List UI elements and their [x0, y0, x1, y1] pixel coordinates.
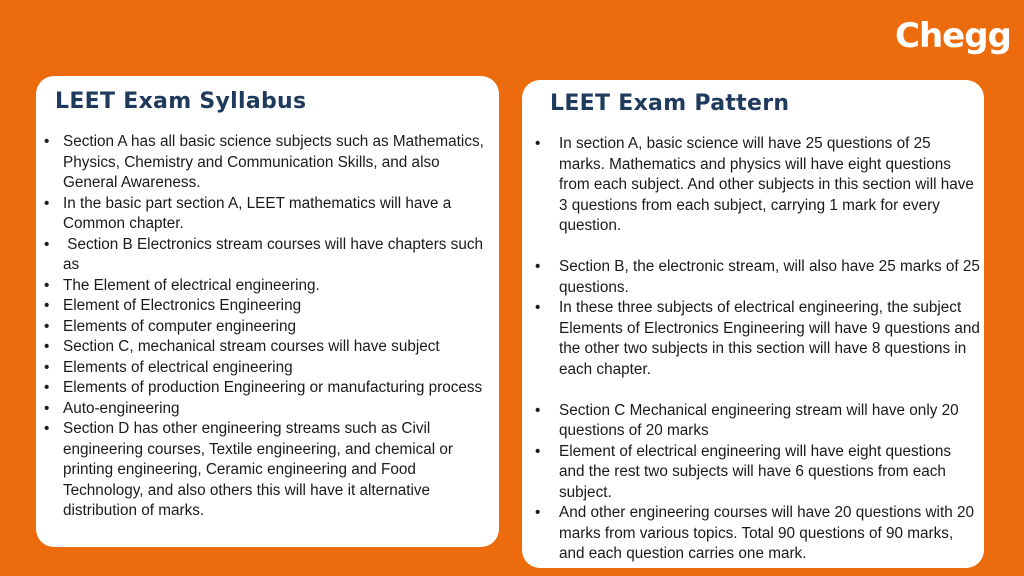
pattern-card — [522, 80, 984, 568]
list-item — [44, 276, 496, 297]
pattern-list — [535, 134, 980, 565]
bullet-icon: • — [44, 317, 50, 335]
list-item-text: Section D has other engineering streams such as Civil engineering courses, Textile engineering, and chemical or printing engineering, Ceramic engineering and Food Technology, and also others this will have it alternative distribution of marks. — [63, 420, 454, 519]
list-item-text: In these three subjects of electrical engineering, the subject Elements of Electronics Engineering will have 9 questions and the other two subjects in this section will have 8 questions in each chapter. — [559, 299, 980, 378]
bullet-icon: • — [535, 299, 541, 316]
list-item-text: Section B Electronics stream courses will have chapters such as — [63, 235, 488, 273]
list-item — [44, 378, 496, 399]
bullet-icon: • — [535, 401, 541, 419]
bullet-icon: • — [44, 379, 50, 396]
chegg-logo: Chegg — [895, 16, 1011, 56]
bullet-icon: • — [535, 442, 541, 460]
list-item-text: Element of Electronics Engineering — [63, 297, 302, 314]
list-item-text: Section C, mechanical stream courses will have subject — [63, 338, 440, 355]
bullet-icon: • — [44, 399, 50, 417]
list-item-text: Section B, the electronic stream, will also have 25 marks of 25 questions. — [559, 258, 980, 296]
syllabus-list — [44, 132, 496, 522]
list-item — [44, 399, 496, 420]
list-item — [535, 503, 980, 565]
bullet-icon: • — [535, 135, 541, 152]
bullet-icon: • — [44, 297, 50, 314]
list-item — [535, 257, 980, 298]
bullet-icon: • — [535, 504, 541, 521]
list-item — [44, 419, 496, 522]
list-item — [44, 194, 496, 235]
list-item-text: Elements of production Engineering or manufacturing process — [63, 379, 483, 396]
bullet-icon: • — [44, 194, 50, 212]
bullet-icon: • — [44, 235, 50, 253]
list-item-text: Section C Mechanical engineering stream will have only 20 questions of 20 marks — [559, 401, 959, 439]
list-item-text: Element of electrical engineering will have eight questions and the rest two subjects will have 6 questions from each subject. — [559, 442, 951, 501]
list-item-text: Elements of electrical engineering — [63, 358, 293, 376]
list-item — [44, 337, 496, 358]
list-item — [535, 401, 980, 442]
list-item-text: And other engineering courses will have 20 questions with 20 marks from various topics. Total 90 questions of 90 marks, and each question carries one mark. — [559, 504, 974, 562]
list-item-text: Elements of computer engineering — [63, 317, 296, 335]
bullet-icon: • — [44, 276, 50, 294]
list-item-text: In the basic part section A, LEET mathematics will have a Common chapter. — [63, 194, 452, 232]
list-item — [535, 134, 980, 237]
syllabus-card — [36, 76, 499, 547]
list-item-text: Auto-engineering — [63, 399, 180, 417]
bullet-icon: • — [44, 338, 50, 355]
list-item — [44, 235, 496, 276]
bullet-icon: • — [44, 420, 50, 437]
list-item-text: The Element of electrical engineering. — [63, 276, 320, 294]
list-item — [535, 298, 980, 380]
pattern-title: LEET Exam Pattern — [550, 91, 790, 116]
bullet-icon: • — [44, 133, 50, 150]
list-item — [44, 317, 496, 338]
list-item — [44, 358, 496, 379]
syllabus-title: LEET Exam Syllabus — [55, 89, 307, 114]
list-item-text: In section A, basic science will have 25 questions of 25 marks. Mathematics and physics will have eight questions from each subject. And other subjects in this section will have 3 questions from each subject, carrying 1 mark for every question. — [559, 135, 974, 234]
list-item — [535, 442, 980, 504]
list-item — [44, 296, 496, 317]
bullet-icon: • — [44, 358, 50, 376]
bullet-icon: • — [535, 258, 541, 275]
list-item — [44, 132, 496, 194]
list-item-text: Section A has all basic science subjects such as Mathematics, Physics, Chemistry and Communication Skills, and also General Awareness. — [63, 133, 484, 191]
